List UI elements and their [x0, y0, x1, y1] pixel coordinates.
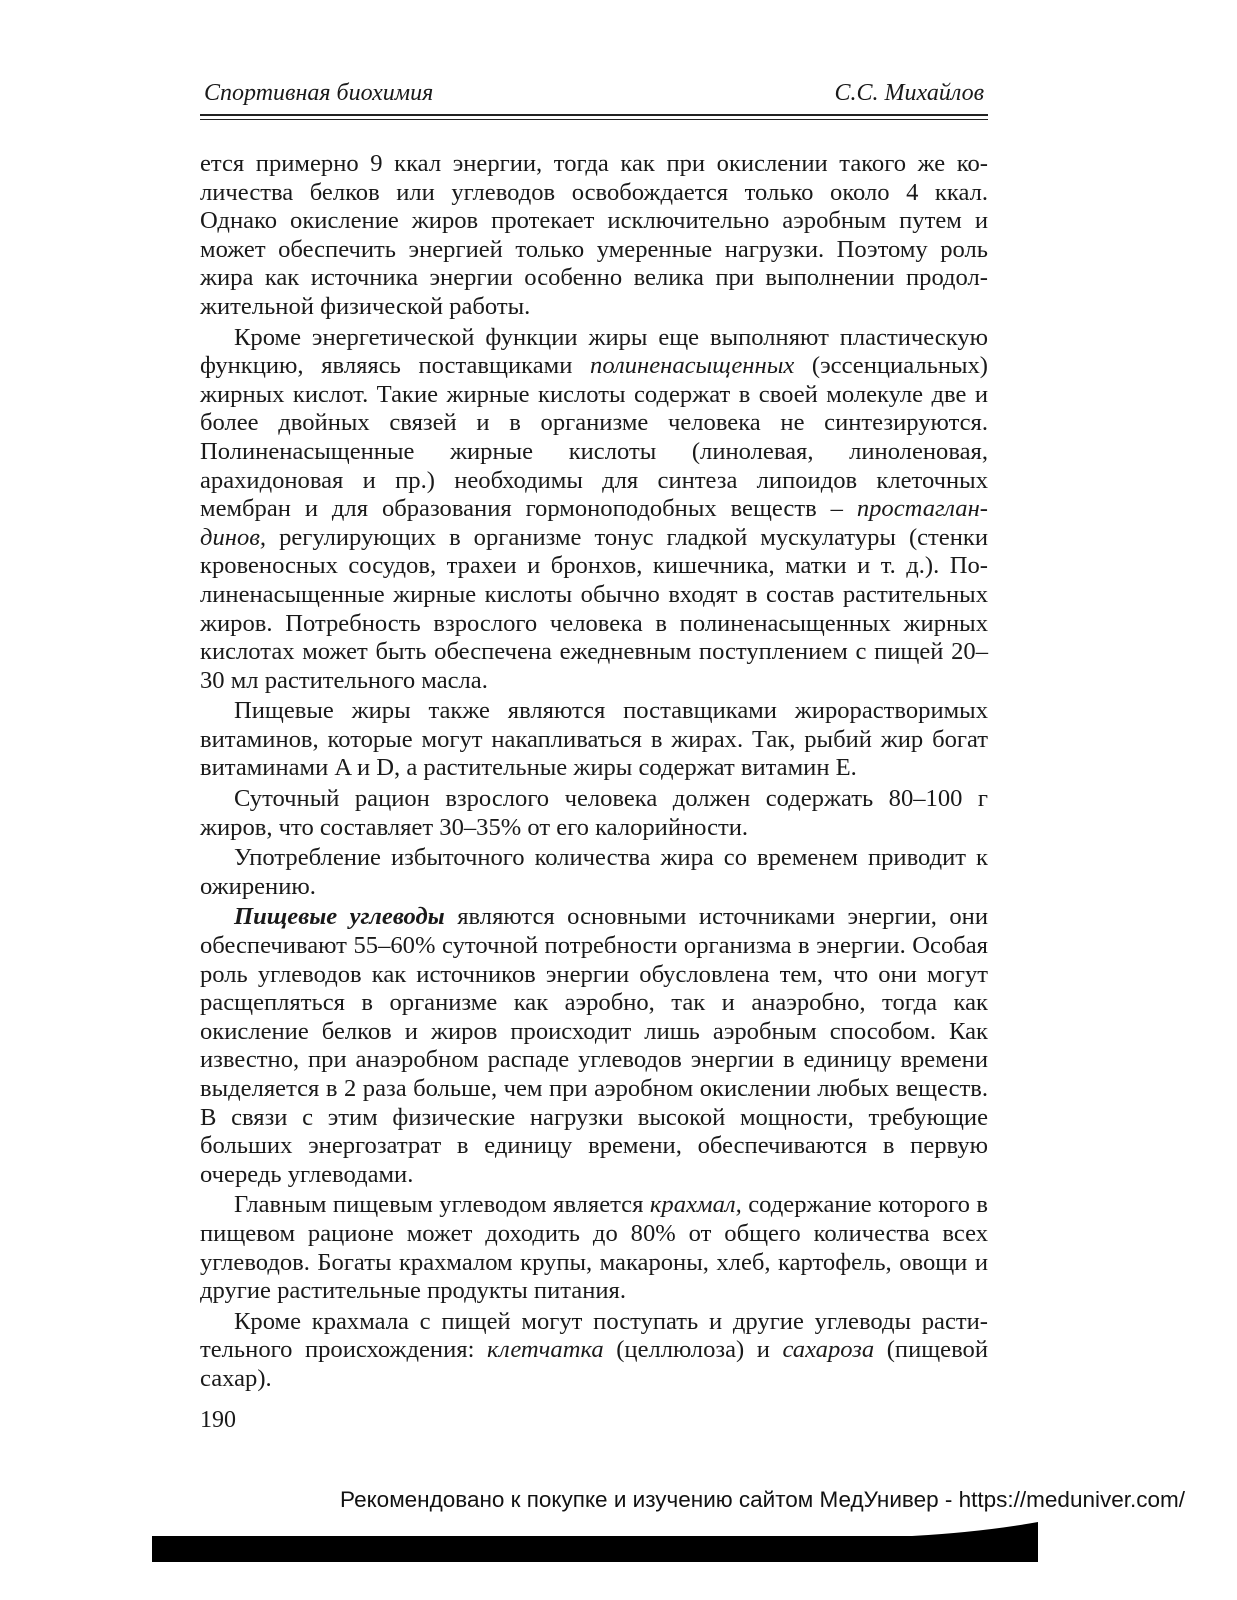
text-run: являются основными источниками энергии, они обеспечивают 55–60% суточной потребности организма в энергии. Особая роль углеводов как источников энергии обусловлена тем, что они могут расщепляться в организме как аэробно, так и анаэробно, тогда как окисление белков и жиров происходит лишь аэробным способом. Как известно, при анаэробном распаде углеводов энергии в единицу времени выделяется в 2 раза больше, чем при аэробном окислении любых веществ. В связи с этим физические нагрузки высокой мощности, требующие больших энергозатрат в единицу времени, обеспечиваются в первую очередь углеводами. [200, 903, 988, 1188]
paragraph-8 [200, 1308, 988, 1394]
recommendation-link[interactable]: Рекомендовано к покупке и изучению сайтом МедУнивер - https://meduniver.com/ [340, 1487, 1185, 1512]
italic-term: крахмал, [649, 1191, 742, 1219]
footer-bar [152, 1522, 1038, 1562]
text-run: регулирующих в организме тонус гладкой мускулатуры (стенки кровеносных сосудов, трахеи и бронхов, кишечника, матки и т. д.). Полиненасыщенные жирные кислоты обычно входят в состав растительных жиров. Потребность взрослого человека в полиненасыщенных жирных кислотах может быть обеспечена ежедневным поступлением с пищей 20–30 мл растительного масла. [200, 523, 988, 694]
paragraph-7 [200, 1191, 988, 1305]
italic-term: сахароза [782, 1336, 875, 1364]
italic-term: полиненасыщенных [590, 352, 795, 380]
paragraph-5: Употребление избыточного количества жира со временем приводит к ожирению. [200, 844, 988, 900]
italic-term: простагландинов, [200, 495, 988, 551]
text-run: (пищевой сахар). [200, 1336, 989, 1392]
page-number: 190 [200, 1406, 236, 1433]
text-run: (эссенциальных) жирных кислот. Такие жирные кислоты содержат в своей молекуле две и более двойных связей и в организме человека не синтезируются. Полиненасыщенные жирные кислоты (линолевая, линоленовая, арахидоновая и пр.) необходимы для синтеза липоидов клеточных мембран и для образования гормоноподобных веществ – [200, 352, 988, 523]
paragraph-3: Пищевые жиры также являются поставщиками жирорастворимых витаминов, которые могут накапливаться в жирах. Так, рыбий жир богат витаминами A и D, а растительные жиры содержат витамин E. [200, 697, 988, 782]
paragraph-2 [200, 324, 988, 696]
book-title: Спортивная биохимия [204, 80, 434, 106]
italic-term: клетчатка [486, 1336, 604, 1364]
book-page [200, 78, 988, 1434]
text-run: Главным пищевым углеводом является [234, 1191, 650, 1219]
text-run: содержание которого в пищевом рационе может доходить до 80% от общего количества всех углеводов. Богаты крахмалом крупы, макароны, хлеб, картофель, овощи и другие растительные продукты питания. [200, 1191, 988, 1305]
paragraph-4: Суточный рацион взрослого человека должен содержать 80–100 г жиров, что составляет 30–35% от его калорийности. [200, 785, 988, 841]
text-run: Кроме крахмала с пищей могут поступать и другие углеводы растительного происхождения: [200, 1307, 988, 1364]
author-name: С.С. Михайлов [834, 80, 984, 106]
paragraph-6 [200, 903, 988, 1189]
paragraph-1: ется примерно 9 ккал энергии, тогда как при окислении такого же количества белков или углеводов освобождается только около 4 ккал. Однако окисление жиров протекает исключительно аэробным путем и может обеспечить энергией только умеренные нагрузки. Поэтому роль жира как источника энергии особенно велика при выполнении продолжительной физической работы. [200, 150, 988, 320]
bold-italic-term: Пищевые углеводы [234, 903, 445, 931]
text-run: Кроме энергетической функции жиры еще выполняют пластическую функцию, являясь поставщиками [200, 323, 988, 380]
text-run: (целлюлоза) и [603, 1336, 783, 1364]
main-text [200, 150, 988, 1394]
running-header [200, 78, 988, 108]
header-rule [200, 114, 988, 120]
